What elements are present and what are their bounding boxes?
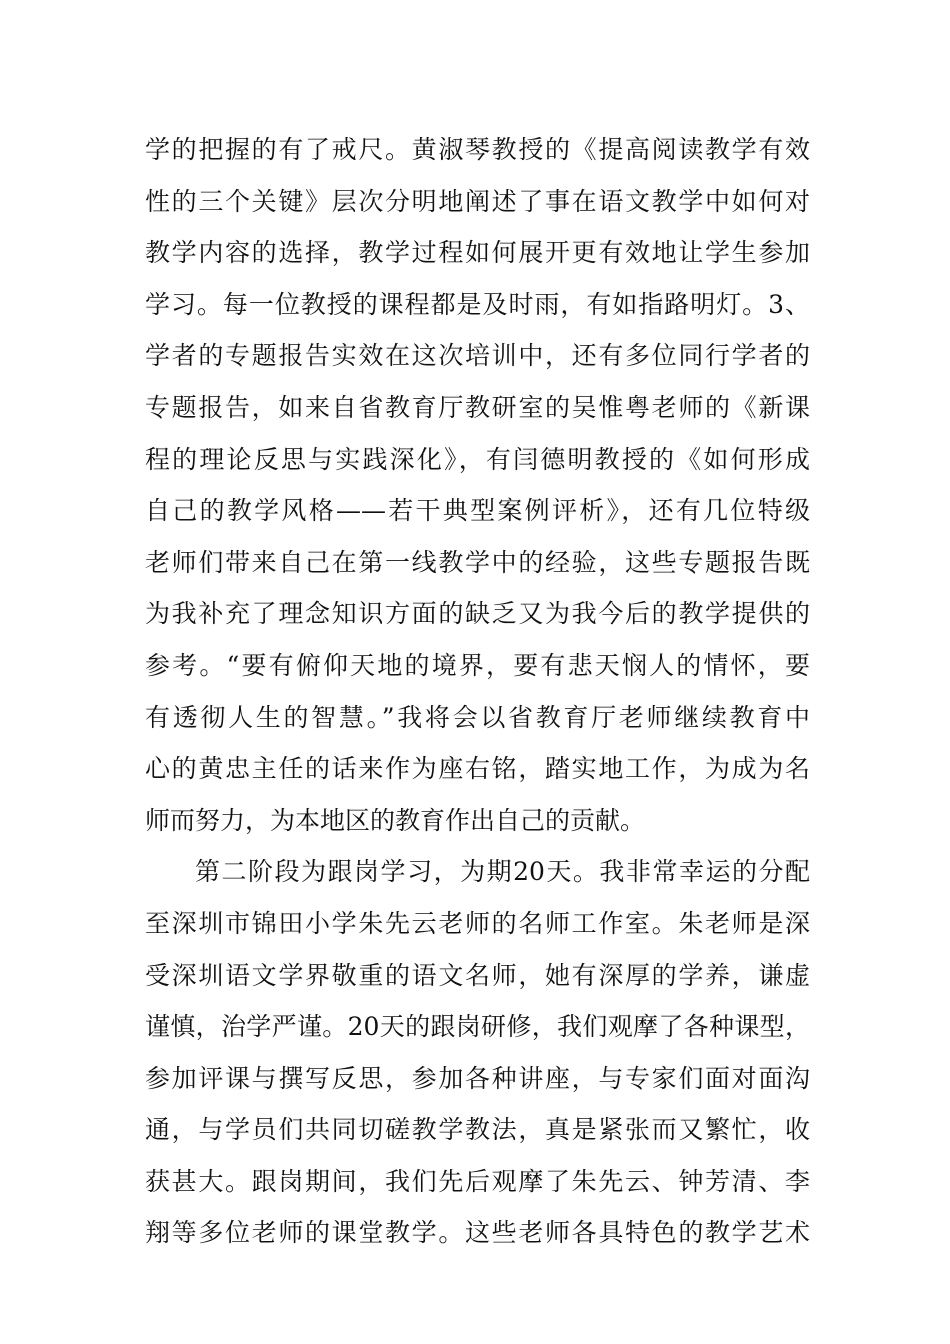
text-line: 为我补充了理念知识方面的缺乏又为我今后的教学提供的 (145, 599, 810, 629)
text-line: 程的理论反思与实践深化》，有闫德明教授的《如何形成 (145, 444, 810, 474)
text-line: 心的黄忠主任的话来作为座右铭，踏实地工作，为成为名 (145, 754, 810, 784)
text-line: 至深圳市锦田小学朱先云老师的名师工作室。朱老师是深 (145, 908, 810, 938)
text-line: 参考。“要有俯仰天地的境界，要有悲天悯人的情怀，要 (145, 650, 810, 680)
text-line: 获甚大。跟岗期间，我们先后观摩了朱先云、钟芳清、李 (145, 1166, 810, 1196)
text-line: 性的三个关键》层次分明地阐述了事在语文教学中如何对 (145, 186, 810, 216)
text-line: 教学内容的选择，教学过程如何展开更有效地让学生参加 (145, 238, 810, 268)
text-line: 参加评课与撰写反思，参加各种讲座，与专家们面对面沟 (145, 1063, 810, 1093)
text-line: 第二阶段为跟岗学习，为期20天。我非常幸运的分配 (195, 857, 810, 887)
text-line: 专题报告，如来自省教育厅教研室的吴惟粤老师的《新课 (145, 392, 810, 422)
text-line: 有透彻人生的智慧。”我将会以省教育厅老师继续教育中 (145, 702, 810, 732)
text-line: 学的把握的有了戒尺。黄淑琴教授的《提高阅读教学有效 (145, 135, 810, 164)
text-line: 学习。每一位教授的课程都是及时雨，有如指路明灯。3、 (145, 289, 810, 319)
text-line: 师而努力，为本地区的教育作出自己的贡献。 (145, 805, 646, 835)
text-line: 翔等多位老师的课堂教学。这些老师各具特色的教学艺术 (145, 1218, 810, 1248)
text-line: 谨慎，治学严谨。20天的跟岗研修，我们观摩了各种课型， (145, 1012, 810, 1042)
document-body (145, 124, 810, 1259)
text-line: 学者的专题报告实效在这次培训中，还有多位同行学者的 (145, 341, 810, 371)
text-line: 老师们带来自己在第一线教学中的经验，这些专题报告既 (145, 547, 810, 577)
paragraph (145, 124, 810, 846)
text-line: 通，与学员们共同切磋教学教法，真是紧张而又繁忙，收 (145, 1115, 810, 1145)
text-line: 自己的教学风格——若干典型案例评析》，还有几位特级 (145, 496, 810, 526)
text-line: 受深圳语文学界敬重的语文名师，她有深厚的学养，谦虚 (145, 960, 810, 990)
paragraph (145, 846, 810, 1259)
